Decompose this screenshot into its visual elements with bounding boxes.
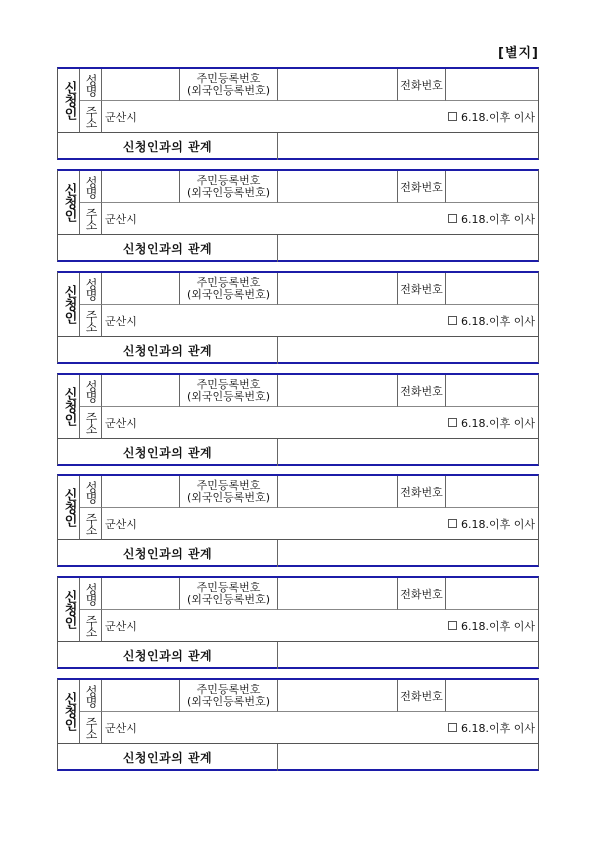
applicant-label: 신청인 [61, 387, 77, 426]
address-label: 주소 [84, 512, 98, 535]
name-label: 성명 [84, 175, 98, 198]
address-field[interactable] [102, 305, 538, 337]
applicant-label: 신청인 [61, 590, 77, 629]
address-label: 주소 [84, 105, 98, 128]
address-label-cell [80, 305, 102, 337]
applicant-form [57, 271, 539, 364]
rrn-label-cell [180, 273, 278, 305]
applicant-form [57, 474, 539, 567]
applicant-form [57, 576, 539, 669]
applicant-label: 신청인 [61, 692, 77, 731]
address-field[interactable] [102, 407, 538, 439]
name-field[interactable] [102, 680, 180, 712]
moved-after-checkbox[interactable] [448, 418, 457, 427]
foreigner-rrn-label: (외국인등록번호) [187, 389, 270, 403]
name-field[interactable] [102, 375, 180, 407]
address-prefix: 군산시 [105, 314, 137, 328]
address-label-cell [80, 610, 102, 642]
annex-label: [별지] [498, 46, 539, 61]
name-label: 성명 [84, 684, 98, 707]
rrn-label: 주민등록번호 [196, 478, 261, 492]
rrn-field[interactable] [278, 680, 398, 712]
moved-after-option[interactable] [448, 720, 535, 736]
rrn-label: 주민등록번호 [196, 173, 261, 187]
rrn-label-cell [180, 578, 278, 610]
rrn-label: 주민등록번호 [196, 580, 261, 594]
moved-after-label: 6.18.이후 이사 [461, 416, 535, 430]
address-label-cell [80, 508, 102, 540]
moved-after-checkbox[interactable] [448, 519, 457, 528]
address-label: 주소 [84, 716, 98, 739]
name-field[interactable] [102, 476, 180, 508]
rrn-field[interactable] [278, 375, 398, 407]
address-label: 주소 [84, 309, 98, 332]
name-field[interactable] [102, 69, 180, 101]
phone-label: 전화번호 [398, 273, 446, 305]
rrn-field[interactable] [278, 273, 398, 305]
relation-field[interactable] [278, 235, 538, 262]
phone-label: 전화번호 [398, 375, 446, 407]
relation-label: 신청인과의 관계 [58, 235, 278, 262]
name-label: 성명 [84, 73, 98, 96]
applicant-label-cell [58, 69, 80, 133]
relation-label: 신청인과의 관계 [58, 642, 278, 669]
foreigner-rrn-label: (외국인등록번호) [187, 185, 270, 199]
applicant-label-cell [58, 476, 80, 540]
moved-after-checkbox[interactable] [448, 723, 457, 732]
moved-after-option[interactable] [448, 313, 535, 329]
name-label-cell [80, 69, 102, 101]
rrn-label-cell [180, 476, 278, 508]
relation-label: 신청인과의 관계 [58, 337, 278, 364]
moved-after-option[interactable] [448, 618, 535, 634]
applicant-label: 신청인 [61, 488, 77, 527]
address-prefix: 군산시 [105, 416, 137, 430]
phone-field[interactable] [446, 69, 538, 101]
address-label-cell [80, 712, 102, 744]
phone-field[interactable] [446, 578, 538, 610]
rrn-field[interactable] [278, 578, 398, 610]
relation-label: 신청인과의 관계 [58, 133, 278, 160]
moved-after-option[interactable] [448, 415, 535, 431]
name-label: 성명 [84, 277, 98, 300]
relation-field[interactable] [278, 439, 538, 466]
address-field[interactable] [102, 101, 538, 133]
phone-label: 전화번호 [398, 680, 446, 712]
rrn-label: 주민등록번호 [196, 682, 261, 696]
rrn-label-cell [180, 375, 278, 407]
foreigner-rrn-label: (외국인등록번호) [187, 592, 270, 606]
phone-field[interactable] [446, 476, 538, 508]
phone-label: 전화번호 [398, 69, 446, 101]
phone-field[interactable] [446, 171, 538, 203]
relation-field[interactable] [278, 133, 538, 160]
moved-after-label: 6.18.이후 이사 [461, 110, 535, 124]
name-field[interactable] [102, 578, 180, 610]
phone-label: 전화번호 [398, 171, 446, 203]
name-label-cell [80, 171, 102, 203]
address-prefix: 군산시 [105, 619, 137, 633]
address-label-cell [80, 101, 102, 133]
address-field[interactable] [102, 508, 538, 540]
rrn-label-cell [180, 171, 278, 203]
name-label-cell [80, 273, 102, 305]
relation-field[interactable] [278, 642, 538, 669]
rrn-field[interactable] [278, 69, 398, 101]
relation-label: 신청인과의 관계 [58, 540, 278, 567]
name-label-cell [80, 476, 102, 508]
address-prefix: 군산시 [105, 721, 137, 735]
address-label: 주소 [84, 411, 98, 434]
moved-after-option[interactable] [448, 109, 535, 125]
phone-label: 전화번호 [398, 578, 446, 610]
foreigner-rrn-label: (외국인등록번호) [187, 694, 270, 708]
moved-after-option[interactable] [448, 211, 535, 227]
relation-field[interactable] [278, 337, 538, 364]
phone-field[interactable] [446, 375, 538, 407]
applicant-form [57, 373, 539, 466]
rrn-label-cell [180, 69, 278, 101]
rrn-field[interactable] [278, 476, 398, 508]
name-label: 성명 [84, 379, 98, 402]
relation-field[interactable] [278, 540, 538, 567]
address-prefix: 군산시 [105, 517, 137, 531]
address-label-cell [80, 203, 102, 235]
relation-label: 신청인과의 관계 [58, 439, 278, 466]
address-field[interactable] [102, 610, 538, 642]
foreigner-rrn-label: (외국인등록번호) [187, 287, 270, 301]
applicant-label: 신청인 [61, 183, 77, 222]
name-label: 성명 [84, 582, 98, 605]
name-label: 성명 [84, 480, 98, 503]
phone-field[interactable] [446, 680, 538, 712]
applicant-label-cell [58, 680, 80, 744]
relation-label: 신청인과의 관계 [58, 744, 278, 771]
phone-field[interactable] [446, 273, 538, 305]
moved-after-checkbox[interactable] [448, 316, 457, 325]
moved-after-label: 6.18.이후 이사 [461, 212, 535, 226]
moved-after-checkbox[interactable] [448, 214, 457, 223]
applicant-label-cell [58, 273, 80, 337]
foreigner-rrn-label: (외국인등록번호) [187, 490, 270, 504]
phone-label: 전화번호 [398, 476, 446, 508]
applicant-label-cell [58, 375, 80, 439]
moved-after-label: 6.18.이후 이사 [461, 314, 535, 328]
address-field[interactable] [102, 203, 538, 235]
moved-after-label: 6.18.이후 이사 [461, 721, 535, 735]
rrn-field[interactable] [278, 171, 398, 203]
moved-after-checkbox[interactable] [448, 621, 457, 630]
address-label-cell [80, 407, 102, 439]
name-label-cell [80, 578, 102, 610]
moved-after-label: 6.18.이후 이사 [461, 517, 535, 531]
moved-after-checkbox[interactable] [448, 112, 457, 121]
address-label: 주소 [84, 614, 98, 637]
applicant-label-cell [58, 171, 80, 235]
name-label-cell [80, 375, 102, 407]
moved-after-label: 6.18.이후 이사 [461, 619, 535, 633]
applicant-form [57, 678, 539, 771]
address-label: 주소 [84, 207, 98, 230]
name-field[interactable] [102, 171, 180, 203]
rrn-label: 주민등록번호 [196, 377, 261, 391]
address-prefix: 군산시 [105, 212, 137, 226]
address-prefix: 군산시 [105, 110, 137, 124]
name-label-cell [80, 680, 102, 712]
foreigner-rrn-label: (외국인등록번호) [187, 83, 270, 97]
moved-after-option[interactable] [448, 516, 535, 532]
applicant-form [57, 169, 539, 262]
name-field[interactable] [102, 273, 180, 305]
rrn-label: 주민등록번호 [196, 71, 261, 85]
address-field[interactable] [102, 712, 538, 744]
rrn-label: 주민등록번호 [196, 275, 261, 289]
applicant-label: 신청인 [61, 285, 77, 324]
applicant-label-cell [58, 578, 80, 642]
rrn-label-cell [180, 680, 278, 712]
applicant-label: 신청인 [61, 81, 77, 120]
applicant-form [57, 67, 539, 160]
relation-field[interactable] [278, 744, 538, 771]
